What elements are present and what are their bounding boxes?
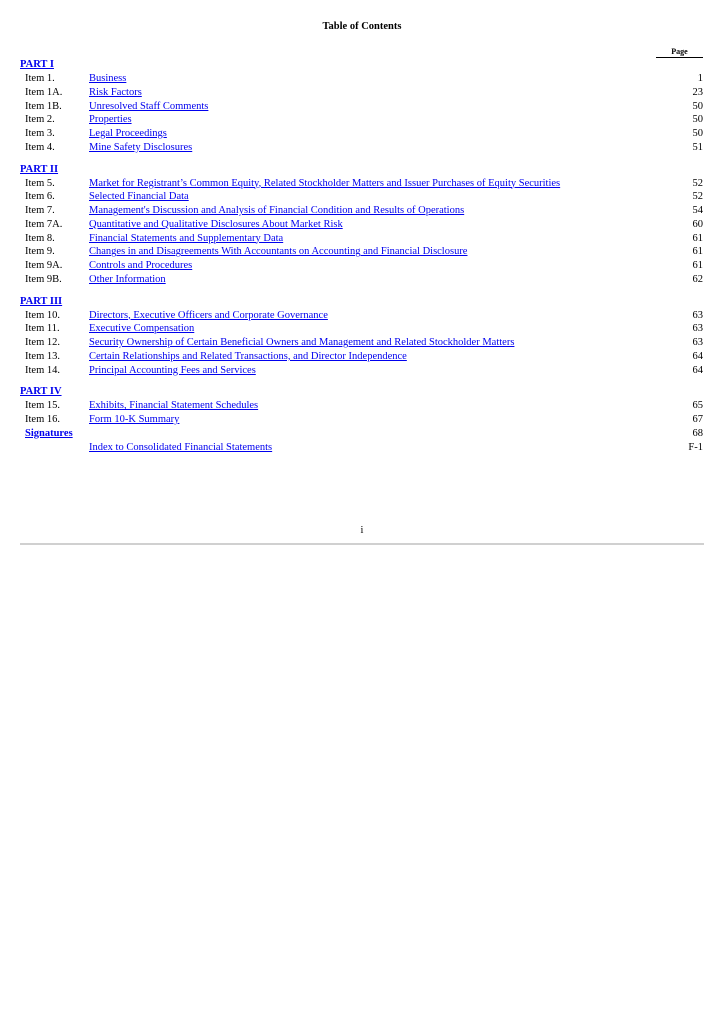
- item-page-number: 50: [692, 114, 703, 126]
- item-page-number: 63: [692, 309, 703, 321]
- item-number: Item 9A.: [25, 260, 63, 271]
- item-page-number: 64: [692, 364, 703, 376]
- item-title-link[interactable]: Properties: [89, 114, 132, 126]
- item-title-link[interactable]: Market for Registrant’s Common Equity, Related Stockholder Matters and Issuer Purchases of Equity Securities: [89, 177, 561, 189]
- item-title-link[interactable]: Controls and Procedures: [89, 260, 193, 271]
- item-title-link[interactable]: Directors, Executive Officers and Corporate Governance: [89, 309, 328, 321]
- toc-row: [20, 177, 704, 191]
- toc-row: [20, 273, 704, 287]
- item-title-link[interactable]: Certain Relationships and Related Transactions, and Director Independence: [89, 350, 407, 362]
- item-page-number: 50: [692, 128, 703, 139]
- toc-row-signatures: [20, 427, 704, 441]
- item-page-number: 52: [692, 191, 703, 203]
- toc-row: [20, 364, 704, 378]
- item-title-link[interactable]: Exhibits, Financial Statement Schedules: [89, 400, 259, 412]
- item-title-link[interactable]: Selected Financial Data: [89, 191, 189, 203]
- item-number: Item 13.: [25, 350, 60, 362]
- toc-row: [20, 218, 704, 232]
- item-number: Item 12.: [25, 337, 60, 348]
- part-spacer: [20, 287, 704, 295]
- toc-row: [20, 232, 704, 246]
- item-title-link[interactable]: Quantitative and Qualitative Disclosures About Market Risk: [89, 218, 343, 230]
- signatures-page-number: 68: [692, 427, 703, 439]
- item-page-number: 50: [692, 100, 703, 112]
- item-title-link[interactable]: Risk Factors: [89, 86, 142, 98]
- item-number: Item 16.: [25, 414, 60, 425]
- item-title-link[interactable]: Executive Compensation: [89, 323, 195, 335]
- item-number: Item 8.: [25, 232, 55, 244]
- toc-row: [20, 72, 704, 86]
- item-title-link[interactable]: Form 10-K Summary: [89, 414, 180, 425]
- item-page-number: 62: [692, 273, 703, 285]
- item-title-link[interactable]: Unresolved Staff Comments: [89, 100, 209, 112]
- toc-row: [20, 204, 704, 218]
- toc-row: [20, 336, 704, 350]
- toc-row: [20, 245, 704, 259]
- item-page-number: 52: [692, 177, 703, 189]
- item-title-link[interactable]: Legal Proceedings: [89, 128, 167, 139]
- item-title-link[interactable]: Changes in and Disagreements With Accountants on Accounting and Financial Disclosure: [89, 246, 468, 258]
- item-title-link[interactable]: Management's Discussion and Analysis of Financial Condition and Results of Operations: [89, 205, 465, 216]
- item-page-number: 1: [697, 73, 703, 84]
- part-heading-link[interactable]: PART IV: [20, 386, 62, 398]
- item-title-link[interactable]: Business: [89, 73, 127, 84]
- item-number: Item 9.: [25, 246, 55, 258]
- item-page-number: 67: [692, 414, 703, 425]
- item-page-number: 23: [692, 86, 703, 98]
- item-title-link[interactable]: Security Ownership of Certain Beneficial Owners and Management and Related Stockholder Matters: [89, 337, 515, 348]
- toc-row: [20, 86, 704, 100]
- index-financial-statements-link[interactable]: Index to Consolidated Financial Statements: [89, 441, 273, 453]
- item-number: Item 15.: [25, 400, 60, 412]
- item-page-number: 61: [692, 246, 703, 258]
- part-spacer: [20, 155, 704, 163]
- item-number: Item 5.: [25, 177, 55, 189]
- toc-row: [20, 100, 704, 114]
- item-number: Item 1A.: [25, 86, 63, 98]
- toc-row: [20, 259, 704, 273]
- toc-row: [20, 413, 704, 427]
- item-page-number: 61: [692, 232, 703, 244]
- item-number: Item 4.: [25, 141, 55, 153]
- part-heading-link[interactable]: PART I: [20, 59, 54, 70]
- footer-divider: [20, 543, 704, 545]
- item-page-number: 63: [692, 323, 703, 335]
- item-title-link[interactable]: Financial Statements and Supplementary Data: [89, 232, 284, 244]
- item-number: Item 3.: [25, 128, 55, 139]
- toc-row: [20, 322, 704, 336]
- item-number: Item 1B.: [25, 100, 62, 112]
- item-number: Item 7.: [25, 205, 55, 216]
- toc-row: [20, 309, 704, 323]
- item-title-link[interactable]: Other Information: [89, 273, 166, 285]
- item-page-number: 64: [692, 350, 703, 362]
- footer-page-number: i: [360, 525, 364, 536]
- item-page-number: 54: [692, 205, 703, 216]
- item-page-number: 51: [692, 141, 703, 153]
- item-number: Item 2.: [25, 114, 55, 126]
- item-page-number: 63: [692, 337, 703, 348]
- part-spacer: [20, 377, 704, 385]
- page-column-header: Page: [656, 47, 703, 58]
- item-page-number: 61: [692, 260, 703, 271]
- item-number: Item 6.: [25, 191, 55, 203]
- item-title-link[interactable]: Principal Accounting Fees and Services: [89, 364, 256, 376]
- signatures-link[interactable]: Signatures: [25, 427, 73, 439]
- item-number: Item 14.: [25, 364, 60, 376]
- item-number: Item 1.: [25, 73, 55, 84]
- item-page-number: 65: [692, 400, 703, 412]
- item-number: Item 9B.: [25, 273, 62, 285]
- item-number: Item 10.: [25, 309, 60, 321]
- part-heading-link[interactable]: PART III: [20, 295, 63, 307]
- toc-row: [20, 399, 704, 413]
- toc-row: [20, 190, 704, 204]
- table-of-contents: [20, 58, 704, 454]
- toc-row: [20, 113, 704, 127]
- item-title-link[interactable]: Mine Safety Disclosures: [89, 141, 193, 153]
- item-number: Item 11.: [25, 323, 60, 335]
- index-page-number: F-1: [688, 441, 703, 453]
- page-title: Table of Contents: [322, 21, 402, 32]
- item-page-number: 60: [692, 218, 703, 230]
- part-heading-link[interactable]: PART II: [20, 163, 59, 175]
- toc-row-index: [20, 441, 704, 455]
- item-number: Item 7A.: [25, 218, 63, 230]
- toc-row: [20, 127, 704, 141]
- toc-row: [20, 350, 704, 364]
- toc-row: [20, 141, 704, 155]
